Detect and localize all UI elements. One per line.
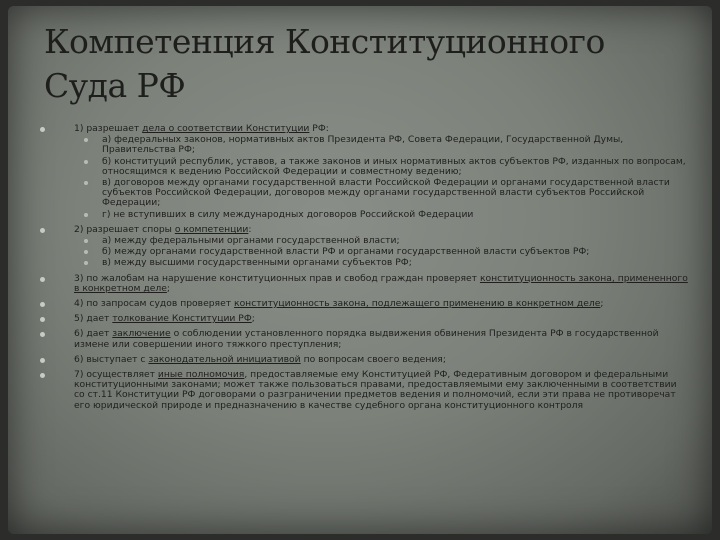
sub-list <box>74 236 690 269</box>
sub-item-text: г) не вступивших в силу международных договоров Российской Федерации <box>102 208 474 220</box>
sub-bullet-icon <box>84 250 88 254</box>
item-text-pre: 5) дает <box>74 313 113 325</box>
item-text-pre: 7) осуществляет <box>74 369 158 381</box>
bullet-icon <box>40 317 45 322</box>
sub-list-item <box>74 258 690 268</box>
item-text-pre: 2) разрешает споры <box>74 223 175 235</box>
item-text-post: РФ: <box>309 123 329 134</box>
list-item-text <box>74 224 251 235</box>
list-item-text <box>74 123 329 134</box>
bullet-icon <box>40 228 45 233</box>
item-text-pre: 3) по жалобам на нарушение конституционных прав и свобод граждан проверяет <box>74 272 480 284</box>
sub-item-text: б) конституций республик, уставов, а также законов и иных нормативных актов субъектов РФ, изданных по вопросам, относящимся к ведению Российской Федерации и совместному ведению; <box>102 155 686 177</box>
sub-item-text: в) договоров между органами государственной власти Российской Федерации и органами государственной власти субъектов Российской Федерации, договоров между органами государственной власти субъектов Российской Федерации; <box>102 177 670 209</box>
item-text-post: о соблюдении установленного порядка выдвижения обвинения Президента РФ в государственной измене или совершении иного тяжкого преступления; <box>74 328 659 350</box>
item-text-post: ; <box>251 313 255 325</box>
item-text-pre: 4) по запросам судов проверяет <box>74 298 235 310</box>
sub-bullet-icon <box>84 213 88 217</box>
sub-bullet-icon <box>84 261 88 265</box>
list-item-text <box>74 313 255 324</box>
sub-list-item <box>74 236 690 246</box>
list-item-text <box>74 298 604 309</box>
list-item-text <box>74 369 677 411</box>
item-text-post: , предоставляемые ему Конституцией РФ, Федеративным договором и федеральными конституционными законами; может также пользоваться правами, предоставляемыми ему заключенными в соответствии со ст.11 Конституции РФ договорами о разграничении предметов ведения и полномочий, если эти права не противоречат его юридической природе и предназначению в качестве судебного органа конституционного контроля <box>74 369 677 411</box>
bullet-icon <box>40 302 45 307</box>
list-item-text <box>74 328 659 349</box>
list-item <box>40 355 690 365</box>
sub-bullet-icon <box>84 181 88 185</box>
item-underlined-term: дела о соответствии Конституции <box>142 123 310 134</box>
sub-list <box>74 135 690 220</box>
sub-list-item <box>74 247 690 257</box>
bullet-icon <box>40 332 45 337</box>
sub-item-text: б) между органами государственной власти РФ и органами государственной власти субъектов РФ; <box>102 246 590 258</box>
item-text-post: по вопросам своего ведения; <box>300 353 446 365</box>
item-text-pre: 1) разрешает <box>74 123 143 134</box>
sub-bullet-icon <box>84 160 88 164</box>
item-underlined-term: о компетенции <box>174 223 249 235</box>
list-item <box>40 329 690 349</box>
sub-list-item <box>74 210 690 220</box>
sub-bullet-icon <box>84 138 88 142</box>
sub-item-text: а) федеральных законов, нормативных актов Президента РФ, Совета Федерации, Государственной Думы, Правительства РФ; <box>102 134 624 156</box>
list-item <box>40 370 690 411</box>
bullet-icon <box>40 277 45 282</box>
item-underlined-term: заключение <box>112 328 171 340</box>
list-item <box>40 225 690 269</box>
slide-background <box>8 6 712 534</box>
list-item <box>40 124 690 220</box>
slide-title: Компетенция Конституционного Суда РФ <box>44 22 605 105</box>
list-item <box>40 274 690 294</box>
sub-list-item <box>74 135 690 155</box>
item-underlined-term: законодательной инициативой <box>148 353 301 365</box>
list-item <box>40 299 690 309</box>
sub-list-item <box>74 157 690 177</box>
sub-item-text: а) между федеральными органами государственной власти; <box>102 235 400 247</box>
item-text-pre: 6) выступает с <box>74 353 149 365</box>
list-item-text <box>74 273 688 294</box>
bullet-icon <box>40 127 45 132</box>
item-underlined-term: конституционность закона, примененного в конкретном деле <box>74 272 688 294</box>
bullet-icon <box>40 373 45 378</box>
sub-bullet-icon <box>84 239 88 243</box>
slide-content <box>40 124 690 416</box>
item-text-post: : <box>248 223 252 235</box>
item-underlined-term: конституционность закона, подлежащего применению в конкретном деле <box>234 298 601 310</box>
sub-item-text: в) между высшими государственными органами субъектов РФ; <box>102 257 412 269</box>
item-underlined-term: толкование Конституции РФ <box>112 313 252 325</box>
sub-list-item <box>74 178 690 209</box>
item-text-post: ; <box>166 282 171 294</box>
item-text-pre: 6) дает <box>74 328 113 340</box>
bullet-icon <box>40 358 45 363</box>
list-item-text <box>74 354 446 365</box>
item-underlined-term: иные полномочия <box>157 369 245 381</box>
list-item <box>40 314 690 324</box>
item-text-post: ; <box>600 298 604 310</box>
